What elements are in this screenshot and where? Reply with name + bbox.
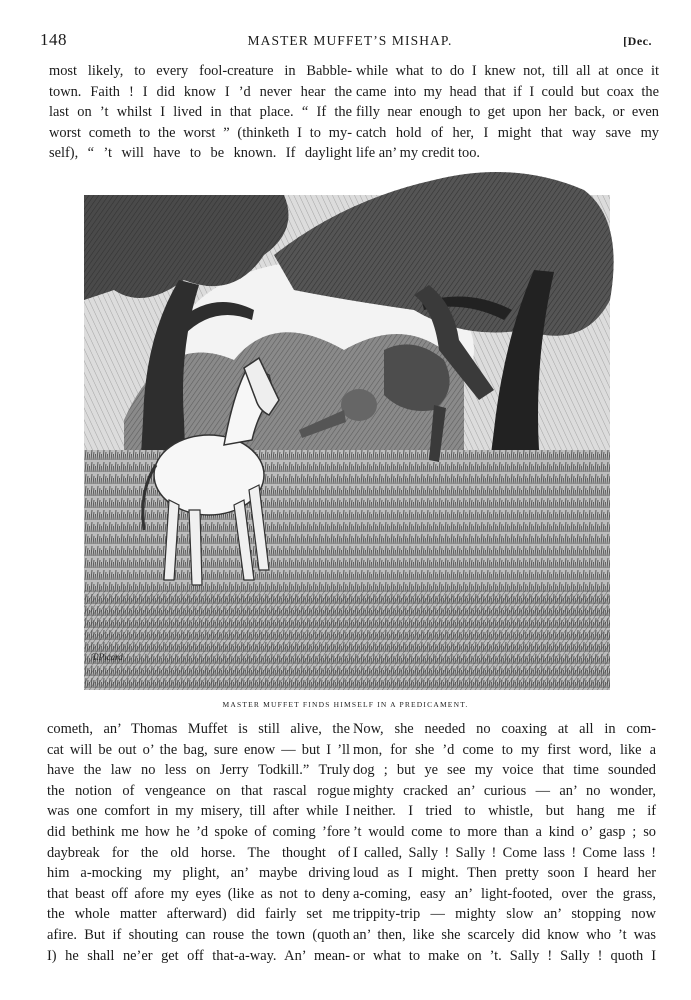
text-line: a-coming, easy an’ light-footed, over the grass, (353, 885, 656, 902)
text-line: life an’ my credit too. (356, 145, 481, 162)
running-month: [Dec. (623, 34, 652, 48)
text-line: dog ; but ye see my voice that time sounded (353, 762, 656, 779)
artist-signature: T.Picard (92, 652, 123, 662)
text-line: him a-mocking my plight, an’ maybe driving (47, 865, 350, 882)
text-line: loud as I might. Then pretty soon I heard her (353, 865, 656, 882)
text-line: worst cometh to the worst ” (thinketh I to my- (49, 124, 352, 141)
page-number: 148 (40, 30, 67, 49)
text-line: catch hold of her, I might that way save my (356, 124, 659, 141)
text-line: that beast off afore my eyes (like as not to deny (47, 885, 350, 902)
text-line: self), “ ’t will have to be known. If daylight (49, 145, 352, 162)
text-line: cometh, an’ Thomas Muffet is still alive, the (47, 721, 350, 737)
text-line: filly near enough to get upon her back, or even (356, 104, 659, 121)
text-line: daybreak for the old horse. The thought of (47, 844, 350, 861)
text-line: mon, for she ’d come to my first word, like a (353, 741, 656, 758)
text-line: afire. But if shouting can rouse the town (quoth (47, 926, 350, 943)
illustration-caption: MASTER MUFFET FINDS HIMSELF IN A PREDICAMENT. (222, 700, 469, 709)
text-line: ’t would come to more than a kind o’ gasp ; so (353, 823, 656, 840)
text-line: an’ then, like she scarcely did know who ’t was (353, 926, 656, 943)
text-line: was one comfort in my misery, till after while I (47, 803, 350, 820)
text-line: I) he shall ne’er get off that-a-way. An’ mean- (47, 947, 350, 964)
text-line: the whole matter afterward) did fairly set me (47, 906, 350, 923)
running-head (40, 30, 660, 52)
text-line: trippity-trip — mighty slow an’ stopping now (353, 906, 656, 923)
text-line: mighty cracked an’ curious — an’ no wonder, (353, 782, 656, 799)
text-column-top-right (356, 61, 659, 164)
text-column-bottom-left (47, 719, 350, 966)
text-column-bottom-right (353, 719, 656, 966)
engraving-illustration (84, 160, 630, 691)
text-line: the notion of vengeance on that rascal rogue (47, 782, 350, 799)
text-line: town. Faith ! I did know I ’d never hear the (49, 83, 352, 100)
text-line: last on ’t whilst I lived in that place. “ If the (49, 104, 352, 121)
text-line: neither. I tried to whistle, but hang me if (353, 803, 656, 820)
text-line: most likely, to every fool-creature in Babble- (49, 63, 352, 79)
text-line: I called, Sally ! Sally ! Come lass ! Come lass ! (353, 844, 656, 861)
text-line: Now, she needed no coaxing at all in com- (353, 721, 656, 737)
running-title: MASTER MUFFET’S MISHAP. (247, 33, 453, 48)
text-line: did bethink me how he ’d spoke of coming ’fore (47, 823, 350, 840)
text-line: cat will be out o’ the bag, sure enow — but I ’ll (47, 741, 350, 758)
text-column-top-left (49, 61, 352, 164)
text-line: came into my head that if I could but coax the (356, 83, 659, 100)
text-line: while what to do I knew not, till all at once it (356, 63, 659, 79)
text-line: or what to make on ’t. Sally ! Sally ! quoth I (353, 947, 656, 964)
text-line: have the law no less on Jerry Todkill.” Truly (47, 762, 350, 779)
